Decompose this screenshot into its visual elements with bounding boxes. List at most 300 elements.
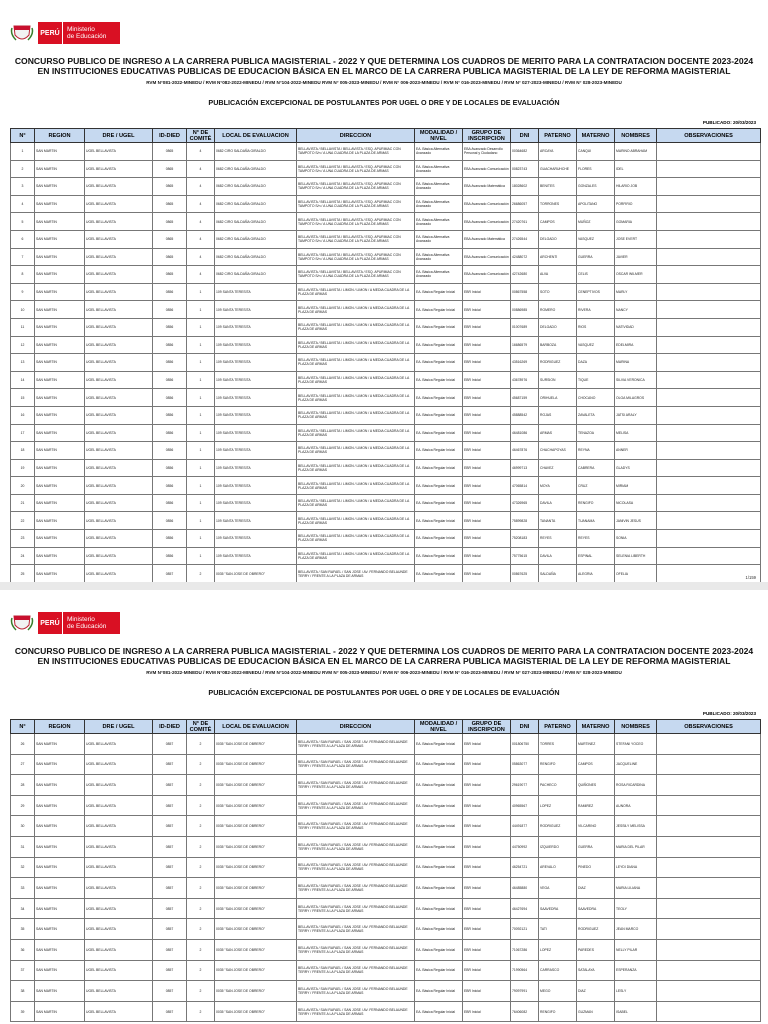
cell-number: 33 — [11, 878, 35, 899]
cell-address: BELLAVISTA / BELLAVISTA / LIMON / LIMON / A MEDIA CUADRA DE LA PLAZA DE ARMAS — [297, 512, 415, 530]
cell-region: SAN MARTIN — [35, 424, 85, 442]
header-col-nombres: NOMBRES — [615, 129, 657, 143]
cell-observaciones — [657, 1001, 761, 1022]
cell-dre-ugel: UGEL BELLAVISTA — [85, 981, 153, 1002]
cell-observaciones — [657, 775, 761, 796]
cell-materno: TENAZOA — [577, 424, 615, 442]
cell-committee: 1 — [187, 512, 215, 530]
cell-region: SAN MARTIN — [35, 878, 85, 899]
table-row — [11, 301, 761, 319]
table-row — [11, 898, 761, 919]
cell-address: BELLAVISTA / BELLAVISTA / BELLAVISTA / ESQ. APURIMAC CON TAMPOTO S/n / A UNA CUADRA DE LA PLAZA DE ARMAS — [297, 178, 415, 196]
cell-number: 34 — [11, 898, 35, 919]
cell-committee: 1 — [187, 459, 215, 477]
cell-paterno: BARBOZA — [539, 336, 577, 354]
cell-modality: EA. Básica Alternativa Avanzado — [415, 248, 463, 266]
cell-committee: 1 — [187, 336, 215, 354]
cell-address: BELLAVISTA / BELLAVISTA / LIMON / LIMON / A MEDIA CUADRA DE LA PLAZA DE ARMAS — [297, 301, 415, 319]
table-row — [11, 336, 761, 354]
document-title: CONCURSO PUBLICO DE INGRESO A LA CARRERA PUBLICA MAGISTERIAL - 2022 Y QUE DETERMINA LOS CUADROS DE MERITO PARA LA CONTRATACION DOCENTE 2023-2024 — [14, 56, 754, 66]
cell-id-died: 0856 — [153, 336, 187, 354]
document-title-line2: EN INSTITUCIONES EDUCATIVAS PUBLICAS DE EDUCACION BÁSICA EN EL MARCO DE LA CARRERA PUBLICA MAGISTERIAL DE LA LEY DE REFORMA MAGISTERIAL — [37, 656, 731, 666]
cell-id-died: 0857 — [153, 878, 187, 899]
table-row — [11, 406, 761, 424]
cell-materno: TUANAMA — [577, 512, 615, 530]
table-row — [11, 442, 761, 460]
cell-dre-ugel: UGEL BELLAVISTA — [85, 195, 153, 213]
header-col-materno: MATERNO — [577, 129, 615, 143]
cell-nombres: ISABEL — [615, 1001, 657, 1022]
cell-region: SAN MARTIN — [35, 195, 85, 213]
cell-id-died: 0856 — [153, 406, 187, 424]
cell-materno: GONZALES — [577, 178, 615, 196]
cell-committee: 4 — [187, 178, 215, 196]
cell-id-died: 0857 — [153, 960, 187, 981]
cell-number: 7 — [11, 248, 35, 266]
cell-observaciones — [657, 459, 761, 477]
cell-committee: 2 — [187, 898, 215, 919]
cell-region: SAN MARTIN — [35, 775, 85, 796]
cell-dre-ugel: UGEL BELLAVISTA — [85, 836, 153, 857]
cell-committee: 2 — [187, 960, 215, 981]
table-row — [11, 160, 761, 178]
cell-observaciones — [657, 230, 761, 248]
cell-dni: 42488072 — [511, 248, 539, 266]
cell-dni: 70092121 — [511, 919, 539, 940]
cell-nombres: SELENIA LIBERTH — [615, 547, 657, 565]
cell-region: SAN MARTIN — [35, 248, 85, 266]
cell-dre-ugel: UGEL BELLAVISTA — [85, 919, 153, 940]
cell-paterno: DELGADO — [539, 230, 577, 248]
cell-group: EBR Inicial — [463, 754, 511, 775]
cell-group: EBR Inicial — [463, 878, 511, 899]
cell-number: 37 — [11, 960, 35, 981]
cell-dni: 44491877 — [511, 816, 539, 837]
cell-materno: CANQUI — [577, 143, 615, 161]
cell-local: 0035 "SAN JOSE DE OBRERO" — [215, 939, 297, 960]
table-row — [11, 459, 761, 477]
cell-nombres: HILARIO JOB — [615, 178, 657, 196]
cell-paterno: AREVALO — [539, 857, 577, 878]
cell-nombres: JOSE EVERT — [615, 230, 657, 248]
cell-paterno: SAAVEDRA — [539, 898, 577, 919]
cell-committee: 4 — [187, 195, 215, 213]
cell-region: SAN MARTIN — [35, 371, 85, 389]
cell-number: 35 — [11, 919, 35, 940]
cell-id-died: 0856 — [153, 301, 187, 319]
cell-modality: EA. Básica Regular Inicial — [415, 512, 463, 530]
cell-nombres: JATSI ARALY — [615, 406, 657, 424]
cell-committee: 2 — [187, 939, 215, 960]
cell-observaciones — [657, 178, 761, 196]
cell-paterno: BENITES — [539, 178, 577, 196]
cell-observaciones — [657, 283, 761, 301]
cell-number: 15 — [11, 389, 35, 407]
cell-group: EBR Inicial — [463, 1001, 511, 1022]
cell-materno: MUÑOZ — [577, 213, 615, 231]
table-row — [11, 816, 761, 837]
header-col-number: N° — [11, 720, 35, 734]
cell-committee: 4 — [187, 248, 215, 266]
cell-id-died: 0856 — [153, 547, 187, 565]
cell-local: 109 SANTA TERESITA — [215, 283, 297, 301]
cell-paterno: ARCAYA — [539, 143, 577, 161]
cell-paterno: DAVILA — [539, 494, 577, 512]
table-header — [11, 720, 761, 734]
cell-local: 109 SANTA TERESITA — [215, 459, 297, 477]
cell-paterno: PACHECO — [539, 775, 577, 796]
cell-materno: VASQUEZ — [577, 336, 615, 354]
cell-address: BELLAVISTA / SAN RAFAEL / SAN JOSE / AV. FERNANDO BELAUNDE TERRY / FRENTE A LA PLAZA DE ARMAS — [297, 960, 415, 981]
table-row — [11, 857, 761, 878]
cell-paterno: ROMERO — [539, 301, 577, 319]
cell-group: EBR Inicial — [463, 547, 511, 565]
cell-materno: RENGIFO — [577, 494, 615, 512]
cell-group: EBA Avanzado Comunicación — [463, 213, 511, 231]
cell-modality: EA. Básica Regular Inicial — [415, 477, 463, 495]
header-col-committee: N° DE COMITÉ — [187, 129, 215, 143]
table-row — [11, 354, 761, 372]
cell-address: BELLAVISTA / BELLAVISTA / LIMON / LIMON / A MEDIA CUADRA DE LA PLAZA DE ARMAS — [297, 283, 415, 301]
cell-nombres: SILVIA VERONICA — [615, 371, 657, 389]
cell-nombres: ANNER — [615, 442, 657, 460]
cell-address: BELLAVISTA / BELLAVISTA / LIMON / LIMON / A MEDIA CUADRA DE LA PLAZA DE ARMAS — [297, 318, 415, 336]
cell-dni: 79097991 — [511, 981, 539, 1002]
cell-dni: 75775615 — [511, 547, 539, 565]
cell-address: BELLAVISTA / BELLAVISTA / LIMON / LIMON / A MEDIA CUADRA DE LA PLAZA DE ARMAS — [297, 442, 415, 460]
cell-address: BELLAVISTA / BELLAVISTA / BELLAVISTA / ESQ. APURIMAC CON TAMPOTO S/n / A UNA CUADRA DE LA PLAZA DE ARMAS — [297, 266, 415, 284]
cell-modality: EA. Básica Regular Inicial — [415, 857, 463, 878]
cell-id-died: 0865 — [153, 160, 187, 178]
cell-dre-ugel: UGEL BELLAVISTA — [85, 389, 153, 407]
cell-nombres: NATIVIDAD — [615, 318, 657, 336]
cell-dre-ugel: UGEL BELLAVISTA — [85, 960, 153, 981]
cell-id-died: 0857 — [153, 734, 187, 755]
cell-address: BELLAVISTA / BELLAVISTA / BELLAVISTA / ESQ. APURIMAC CON TAMPOTO S/n / A UNA CUADRA DE LA PLAZA DE ARMAS — [297, 230, 415, 248]
cell-committee: 4 — [187, 266, 215, 284]
cell-nombres: SONIA — [615, 530, 657, 548]
cell-dni: 46485880 — [511, 878, 539, 899]
cell-dre-ugel: UGEL BELLAVISTA — [85, 442, 153, 460]
cell-observaciones — [657, 898, 761, 919]
cell-observaciones — [657, 195, 761, 213]
cell-modality: EA. Básica Regular Inicial — [415, 775, 463, 796]
cell-materno: APOLITANO — [577, 195, 615, 213]
cell-id-died: 0856 — [153, 389, 187, 407]
cell-dre-ugel: UGEL BELLAVISTA — [85, 754, 153, 775]
cell-dni: 05863077 — [511, 754, 539, 775]
table-row — [11, 389, 761, 407]
header-col-address: DIRECCION — [297, 720, 415, 734]
cell-region: SAN MARTIN — [35, 494, 85, 512]
cell-paterno: RENGIFO — [539, 1001, 577, 1022]
cell-modality: EA. Básica Regular Inicial — [415, 318, 463, 336]
cell-nombres: NELLY PILAR — [615, 939, 657, 960]
cell-id-died: 0865 — [153, 143, 187, 161]
cell-local: 0682 CIRO SALDAÑA GIRALDO — [215, 160, 297, 178]
cell-dni: 75899828 — [511, 512, 539, 530]
cell-local: 109 SANTA TERESITA — [215, 494, 297, 512]
cell-nombres: MARINO ABRAHAM — [615, 143, 657, 161]
cell-dni: 26686057 — [511, 195, 539, 213]
cell-nombres: JAVIER — [615, 248, 657, 266]
cell-observaciones — [657, 494, 761, 512]
cell-dni: 00886985 — [511, 301, 539, 319]
cell-group: EBR Inicial — [463, 318, 511, 336]
header-col-local: LOCAL DE EVALUACION — [215, 129, 297, 143]
cell-observaciones — [657, 477, 761, 495]
cell-group: EBR Inicial — [463, 836, 511, 857]
cell-dre-ugel: UGEL BELLAVISTA — [85, 816, 153, 837]
cell-committee: 2 — [187, 1001, 215, 1022]
cell-observaciones — [657, 857, 761, 878]
cell-committee: 2 — [187, 565, 215, 582]
cell-materno: DIAZ — [577, 878, 615, 899]
cell-number: 36 — [11, 939, 35, 960]
cell-dni: 46254721 — [511, 857, 539, 878]
cell-observaciones — [657, 795, 761, 816]
cell-id-died: 0857 — [153, 816, 187, 837]
cell-number: 2 — [11, 160, 35, 178]
cell-dre-ugel: UGEL BELLAVISTA — [85, 178, 153, 196]
cell-modality: EA. Básica Alternativa Avanzado — [415, 160, 463, 178]
cell-nombres: ESPERANZA — [615, 960, 657, 981]
cell-nombres: OSCAR WILMER — [615, 266, 657, 284]
cell-address: BELLAVISTA / SAN RAFAEL / SAN JOSE / AV. FERNANDO BELAUNDE TERRY / FRENTE A LA PLAZA DE ARMAS — [297, 565, 415, 582]
cell-modality: EA. Básica Regular Inicial — [415, 459, 463, 477]
cell-modality: EA. Básica Regular Inicial — [415, 836, 463, 857]
header-col-dre-ugel: DRE / UGEL — [85, 720, 153, 734]
cell-region: SAN MARTIN — [35, 530, 85, 548]
cell-address: BELLAVISTA / SAN RAFAEL / SAN JOSE / AV. FERNANDO BELAUNDE TERRY / FRENTE A LA PLAZA DE ARMAS — [297, 898, 415, 919]
cell-local: 0682 CIRO SALDAÑA GIRALDO — [215, 143, 297, 161]
cell-dni: 47065814 — [511, 477, 539, 495]
cell-dni: 45687159 — [511, 389, 539, 407]
cell-materno: QUIÑONES — [577, 775, 615, 796]
table-row — [11, 213, 761, 231]
cell-dni: 76406082 — [511, 1001, 539, 1022]
cell-group: EBA Avanzado Comunicación — [463, 195, 511, 213]
cell-observaciones — [657, 512, 761, 530]
cell-dni: 71990564 — [511, 960, 539, 981]
cell-observaciones — [657, 530, 761, 548]
ministry-label: Ministerio de Educación — [62, 612, 120, 634]
cell-committee: 2 — [187, 878, 215, 899]
cell-region: SAN MARTIN — [35, 301, 85, 319]
table-row — [11, 565, 761, 582]
cell-region: SAN MARTIN — [35, 406, 85, 424]
publication-subtitle: PUBLICACIÓN EXCEPCIONAL DE POSTULANTES POR UGEL O DRE Y DE LOCALES DE EVALUACIÓN — [208, 98, 560, 107]
cell-committee: 2 — [187, 816, 215, 837]
page-number: 1/159 — [745, 575, 756, 580]
table-row — [11, 143, 761, 161]
cell-materno: SATALAYA — [577, 960, 615, 981]
cell-local: 109 SANTA TERESITA — [215, 406, 297, 424]
cell-modality: EA. Básica Regular Inicial — [415, 795, 463, 816]
cell-paterno: MOYA — [539, 477, 577, 495]
cell-region: SAN MARTIN — [35, 178, 85, 196]
cell-modality: EA. Básica Regular Inicial — [415, 898, 463, 919]
cell-id-died: 0856 — [153, 283, 187, 301]
header-col-paterno: PATERNO — [539, 129, 577, 143]
cell-nombres: NANCY — [615, 301, 657, 319]
cell-committee: 4 — [187, 160, 215, 178]
cell-dre-ugel: UGEL BELLAVISTA — [85, 898, 153, 919]
cell-dre-ugel: UGEL BELLAVISTA — [85, 283, 153, 301]
cell-paterno: RODRIGUEZ — [539, 816, 577, 837]
cell-region: SAN MARTIN — [35, 354, 85, 372]
header-col-region: REGION — [35, 129, 85, 143]
cell-modality: EA. Básica Regular Inicial — [415, 878, 463, 899]
cell-committee: 1 — [187, 442, 215, 460]
cell-modality: EA. Básica Regular Inicial — [415, 734, 463, 755]
cell-address: BELLAVISTA / BELLAVISTA / LIMON / LIMON / A MEDIA CUADRA DE LA PLAZA DE ARMAS — [297, 371, 415, 389]
table-row — [11, 795, 761, 816]
cell-number: 25 — [11, 565, 35, 582]
cell-observaciones — [657, 160, 761, 178]
cell-materno: SAAVEDRA — [577, 898, 615, 919]
cell-paterno: RODRIGUEZ — [539, 354, 577, 372]
cell-materno: ESPINAL — [577, 547, 615, 565]
cell-nombres: NICOLASA — [615, 494, 657, 512]
cell-local: 0035 "SAN JOSE DE OBRERO" — [215, 565, 297, 582]
cell-paterno: REYES — [539, 530, 577, 548]
cell-observaciones — [657, 878, 761, 899]
cell-materno: RIVERA — [577, 301, 615, 319]
cell-paterno: TORRONES — [539, 195, 577, 213]
cell-nombres: MELISA — [615, 424, 657, 442]
table-row — [11, 424, 761, 442]
header-col-id-died: ID-DIED — [153, 129, 187, 143]
cell-nombres: JEAN MARCO — [615, 919, 657, 940]
cell-region: SAN MARTIN — [35, 939, 85, 960]
cell-materno: PINEDO — [577, 857, 615, 878]
cell-dni: 46467876 — [511, 442, 539, 460]
cell-number: 24 — [11, 547, 35, 565]
cell-nombres: JESSILY MELISSA — [615, 816, 657, 837]
cell-region: SAN MARTIN — [35, 565, 85, 582]
cell-address: BELLAVISTA / SAN RAFAEL / SAN JOSE / AV. FERNANDO BELAUNDE TERRY / FRENTE A LA PLAZA DE ARMAS — [297, 775, 415, 796]
cell-address: BELLAVISTA / SAN RAFAEL / SAN JOSE / AV. FERNANDO BELAUNDE TERRY / FRENTE A LA PLAZA DE ARMAS — [297, 981, 415, 1002]
cell-modality: EA. Básica Regular Inicial — [415, 371, 463, 389]
cell-dre-ugel: UGEL BELLAVISTA — [85, 354, 153, 372]
minedu-logo — [10, 22, 120, 44]
cell-committee: 1 — [187, 547, 215, 565]
cell-committee: 2 — [187, 857, 215, 878]
cell-number: 9 — [11, 283, 35, 301]
published-date: PUBLICADO: 20/03/2023 — [702, 120, 756, 125]
cell-address: BELLAVISTA / BELLAVISTA / LIMON / LIMON / A MEDIA CUADRA DE LA PLAZA DE ARMAS — [297, 547, 415, 565]
cell-number: 31 — [11, 836, 35, 857]
cell-address: BELLAVISTA / SAN RAFAEL / SAN JOSE / AV. FERNANDO BELAUNDE TERRY / FRENTE A LA PLAZA DE ARMAS — [297, 1001, 415, 1022]
cell-group: EBR Inicial — [463, 406, 511, 424]
cell-observaciones — [657, 248, 761, 266]
cell-paterno: TORRES — [539, 734, 577, 755]
cell-observaciones — [657, 406, 761, 424]
cell-local: 109 SANTA TERESITA — [215, 424, 297, 442]
cell-materno: DAZA — [577, 354, 615, 372]
cell-dre-ugel: UGEL BELLAVISTA — [85, 857, 153, 878]
cell-modality: EA. Básica Alternativa Avanzado — [415, 266, 463, 284]
cell-paterno: CHACHAPOYAS — [539, 442, 577, 460]
cell-dni: 00823743 — [511, 160, 539, 178]
cell-number: 39 — [11, 1001, 35, 1022]
cell-nombres: STEFANI YOCEO — [615, 734, 657, 755]
header-col-observaciones: OBSERVACIONES — [657, 129, 761, 143]
cell-dre-ugel: UGEL BELLAVISTA — [85, 266, 153, 284]
header-col-address: DIRECCION — [297, 129, 415, 143]
cell-committee: 2 — [187, 981, 215, 1002]
table-row — [11, 494, 761, 512]
cell-number: 23 — [11, 530, 35, 548]
cell-modality: EA. Básica Alternativa Avanzado — [415, 178, 463, 196]
cell-observaciones — [657, 213, 761, 231]
rvm-references: RVM N°081-2022-MINEDU / RVM N°082-2022-MINEDU / RVM N°104-2022-MINEDU RVM N° 005-2023-MINEDU / RVM N° 006-2023-MINEDU / RVM N° 016-2023-MINEDU / RVM N° 027-2023-MINEDU / RVM N° 028-2023-MINEDU — [146, 670, 622, 675]
cell-paterno: ALVA — [539, 266, 577, 284]
cell-materno: CENEPTIVOS — [577, 283, 615, 301]
table-row — [11, 230, 761, 248]
cell-group: EBR Inicial — [463, 816, 511, 837]
cell-paterno: ORIHUELA — [539, 389, 577, 407]
cell-address: BELLAVISTA / BELLAVISTA / BELLAVISTA / ESQ. APURIMAC CON TAMPOTO S/n / A UNA CUADRA DE LA PLAZA DE ARMAS — [297, 160, 415, 178]
header-col-local: LOCAL DE EVALUACION — [215, 720, 297, 734]
cell-dre-ugel: UGEL BELLAVISTA — [85, 795, 153, 816]
cell-number: 38 — [11, 981, 35, 1002]
cell-address: BELLAVISTA / SAN RAFAEL / SAN JOSE / AV. FERNANDO BELAUNDE TERRY / FRENTE A LA PLAZA DE ARMAS — [297, 754, 415, 775]
cell-group: EBA Avanzado Matemática — [463, 178, 511, 196]
cell-modality: EA. Básica Regular Inicial — [415, 547, 463, 565]
header-col-region: REGION — [35, 720, 85, 734]
table-row — [11, 283, 761, 301]
cell-paterno: LOPEZ — [539, 939, 577, 960]
cell-dni: 18028602 — [511, 178, 539, 196]
cell-dni: 27420761 — [511, 213, 539, 231]
cell-address: BELLAVISTA / BELLAVISTA / BELLAVISTA / ESQ. APURIMAC CON TAMPOTO S/n / A UNA CUADRA DE LA PLAZA DE ARMAS — [297, 195, 415, 213]
cell-local: 0035 "SAN JOSE DE OBRERO" — [215, 960, 297, 981]
cell-modality: EA. Básica Regular Inicial — [415, 754, 463, 775]
cell-modality: EA. Básica Regular Inicial — [415, 530, 463, 548]
cell-dre-ugel: UGEL BELLAVISTA — [85, 878, 153, 899]
cell-region: SAN MARTIN — [35, 459, 85, 477]
cell-observaciones — [657, 836, 761, 857]
cell-region: SAN MARTIN — [35, 836, 85, 857]
cell-dni: 46427694 — [511, 898, 539, 919]
cell-number: 12 — [11, 336, 35, 354]
cell-local: 0682 CIRO SALDAÑA GIRALDO — [215, 178, 297, 196]
cell-committee: 4 — [187, 143, 215, 161]
table-row — [11, 195, 761, 213]
cell-region: SAN MARTIN — [35, 960, 85, 981]
cell-group: EBA Avanzado Matemática — [463, 230, 511, 248]
cell-id-died: 0856 — [153, 530, 187, 548]
cell-modality: EA. Básica Alternativa Avanzado — [415, 195, 463, 213]
cell-materno: CELIS — [577, 266, 615, 284]
cell-observaciones — [657, 981, 761, 1002]
cell-local: 0682 CIRO SALDAÑA GIRALDO — [215, 195, 297, 213]
table-row — [11, 939, 761, 960]
cell-dni: 001806750 — [511, 734, 539, 755]
cell-id-died: 0865 — [153, 178, 187, 196]
cell-paterno: SALDAÑA — [539, 565, 577, 582]
cell-group: EBR Inicial — [463, 494, 511, 512]
cell-dre-ugel: UGEL BELLAVISTA — [85, 318, 153, 336]
cell-number: 4 — [11, 195, 35, 213]
cell-region: SAN MARTIN — [35, 919, 85, 940]
coat-of-arms-icon — [10, 612, 34, 634]
cell-region: SAN MARTIN — [35, 857, 85, 878]
header-col-dni: DNI — [511, 720, 539, 734]
cell-modality: EA. Básica Alternativa Avanzado — [415, 213, 463, 231]
